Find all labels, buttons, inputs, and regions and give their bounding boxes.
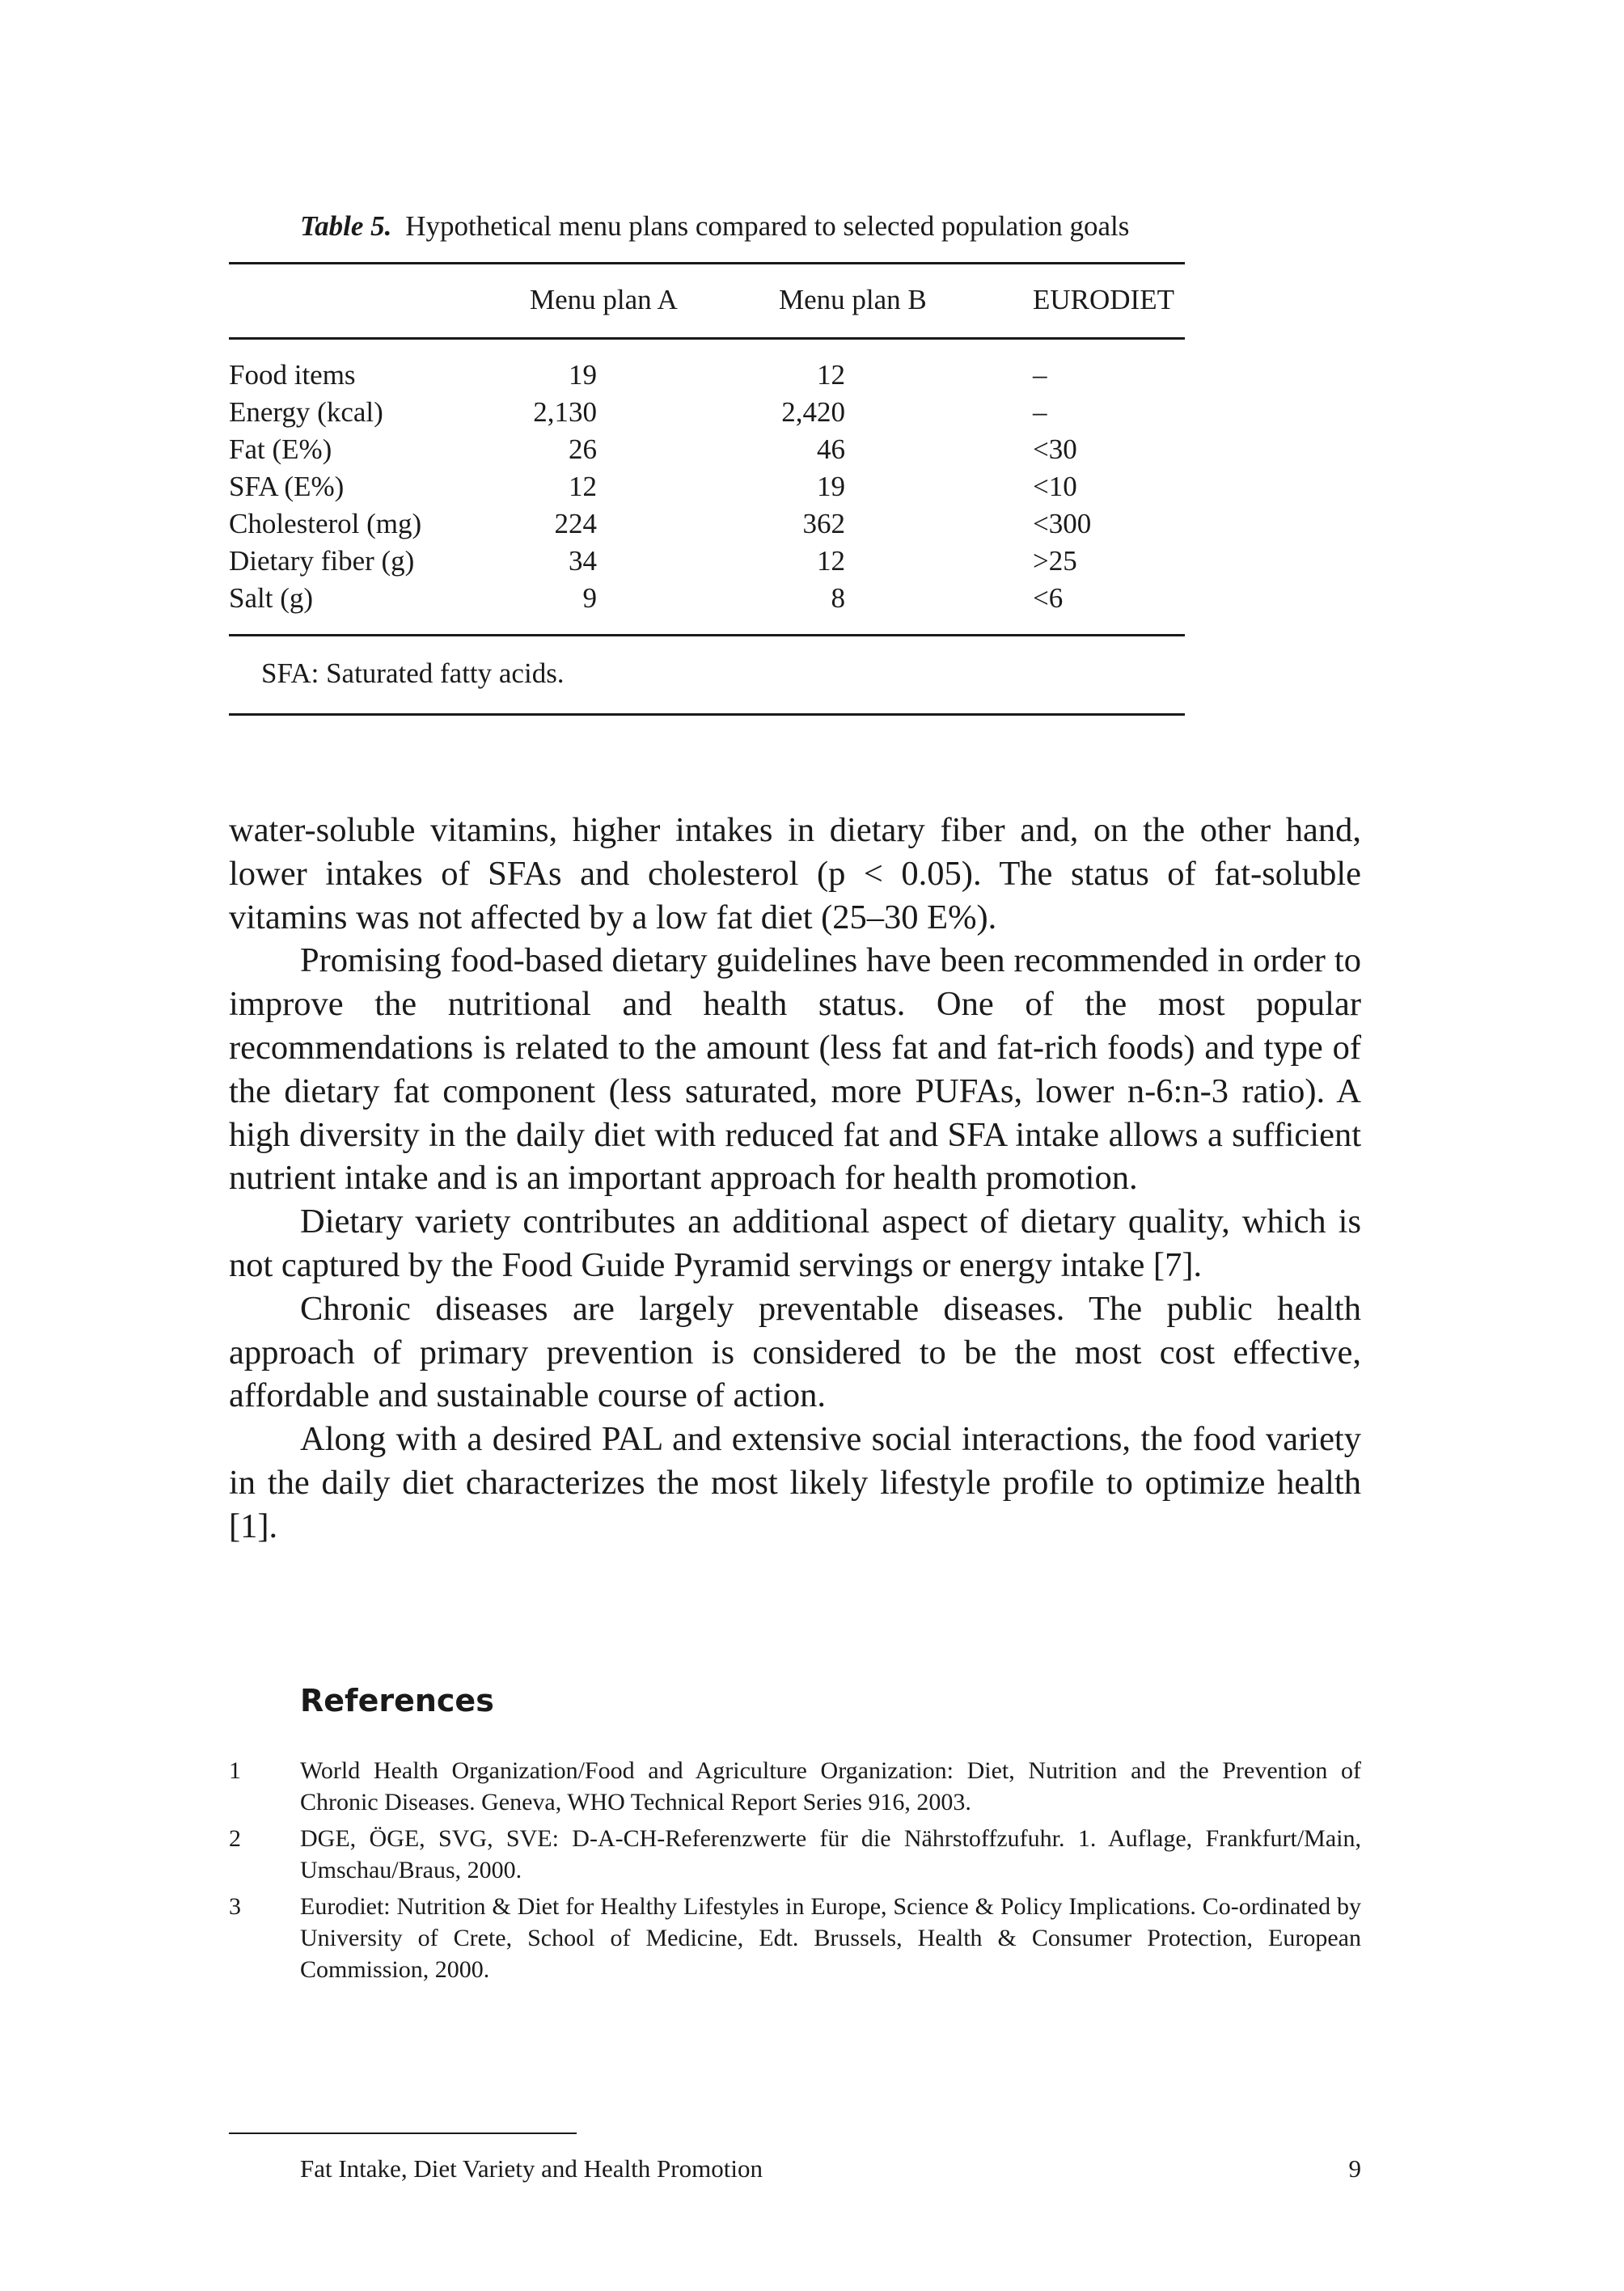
paragraph: Chronic diseases are largely preventable diseases. The public health approach of primary prevention is considered to be the most cost effective, affordable and sustainable course of action.: [229, 1289, 1361, 1415]
cell-menu-plan-a: 9: [582, 582, 597, 614]
table-caption: [300, 202, 1185, 251]
reference-item: [229, 1755, 1361, 1818]
cell-eurodiet: –: [1033, 359, 1047, 391]
cell-menu-plan-a: 2,130: [533, 396, 597, 428]
reference-number: 1: [229, 1757, 241, 1784]
table-footnote-row: [229, 636, 1185, 713]
paragraph: water-soluble vitamins, higher intakes in dietary fiber and, on the other hand, lower intakes of SFAs and cholesterol (p < 0.05). The status of fat-soluble vitamins was not affected by a low fat diet (25–30 E%).: [229, 811, 1361, 936]
row-label: Salt (g): [229, 582, 314, 614]
table-caption-text: Hypothetical menu plans compared to selected population goals: [405, 210, 1130, 242]
row-label: Food items: [229, 359, 356, 391]
reference-number: 3: [229, 1893, 241, 1920]
paragraph: Dietary variety contributes an additional aspect of dietary quality, which is not captured by the Food Guide Pyramid servings or energy intake [7].: [229, 1203, 1361, 1284]
cell-menu-plan-b: 12: [817, 545, 845, 577]
cell-menu-plan-b: 2,420: [781, 396, 845, 428]
cell-eurodiet: <10: [1033, 471, 1077, 502]
cell-menu-plan-a: 34: [569, 545, 597, 577]
column-header-eurodiet: EURODIET: [1033, 284, 1174, 315]
table-row: [229, 471, 1185, 508]
cell-eurodiet: <6: [1033, 582, 1064, 614]
column-header-menu-plan-b: Menu plan B: [779, 284, 927, 315]
reference-text: World Health Organization/Food and Agriculture Organization: Diet, Nutrition and the Prevention of Chronic Diseases. Geneva, WHO Technical Report Series 916, 2003.: [300, 1757, 1361, 1815]
row-label: Fat (E%): [229, 433, 332, 465]
cell-menu-plan-b: 12: [817, 359, 845, 391]
references-heading: References: [300, 1683, 494, 1718]
cell-menu-plan-b: 46: [817, 433, 845, 465]
table-body: [229, 340, 1185, 634]
running-footer-title: Fat Intake, Diet Variety and Health Promotion: [300, 2154, 763, 2183]
table-row: [229, 582, 1185, 619]
cell-eurodiet: >25: [1033, 545, 1077, 577]
row-label: Cholesterol (mg): [229, 508, 422, 539]
reference-number: 2: [229, 1825, 241, 1852]
cell-menu-plan-b: 19: [817, 471, 845, 502]
footer-rule: [229, 2132, 577, 2134]
cell-menu-plan-a: 26: [569, 433, 597, 465]
cell-eurodiet: <300: [1033, 508, 1092, 539]
cell-menu-plan-b: 8: [831, 582, 845, 614]
paragraph: Promising food-based dietary guidelines have been recommended in order to improve the nutritional and health status. One of the most popular recommendations is related to the amount (less fat and fat-rich foods) and type of the dietary fat component (less saturated, more PUFAs, lower n-6:n-3 ratio). A high diversity in the daily diet with reduced fat and SFA intake allows a sufficient nutrient intake and is an important approach for health promotion.: [229, 941, 1361, 1198]
cell-menu-plan-a: 19: [569, 359, 597, 391]
references-list: [229, 1755, 1361, 1990]
table-5: [229, 202, 1185, 716]
cell-menu-plan-b: 362: [802, 508, 845, 539]
table-footnote-rule: [229, 713, 1185, 716]
page-number: 9: [1348, 2154, 1361, 2183]
table-row: [229, 359, 1185, 396]
cell-eurodiet: –: [1033, 396, 1047, 428]
cell-eurodiet: <30: [1033, 433, 1077, 465]
table-caption-label: Table 5.: [300, 210, 392, 242]
cell-menu-plan-a: 224: [554, 508, 597, 539]
paragraph: Along with a desired PAL and extensive social interactions, the food variety in the daily diet characterizes the most likely lifestyle profile to optimize health [1].: [229, 1420, 1361, 1545]
table-row: [229, 396, 1185, 433]
cell-menu-plan-a: 12: [569, 471, 597, 502]
row-label: Energy (kcal): [229, 396, 383, 428]
reference-item: [229, 1891, 1361, 1985]
table-row: [229, 508, 1185, 545]
table-header-row: [229, 264, 1185, 337]
column-header-menu-plan-a: Menu plan A: [530, 284, 678, 315]
reference-text: DGE, ÖGE, SVG, SVE: D-A-CH-Referenzwerte für die Nährstoffzufuhr. 1. Auflage, Frankfurt/Main, Umschau/Braus, 2000.: [300, 1825, 1361, 1883]
table-footnote: SFA: Saturated fatty acids.: [261, 657, 565, 689]
reference-item: [229, 1823, 1361, 1886]
row-label: SFA (E%): [229, 471, 345, 502]
reference-text: Eurodiet: Nutrition & Diet for Healthy Lifestyles in Europe, Science & Policy Implications. Co-ordinated by University of Crete, School of Medicine, Edt. Brussels, Health & Consumer Protection, European Commission, 2000.: [300, 1893, 1361, 1983]
row-label: Dietary fiber (g): [229, 545, 415, 577]
table-row: [229, 545, 1185, 582]
body-text: [229, 809, 1361, 1549]
table-row: [229, 433, 1185, 471]
